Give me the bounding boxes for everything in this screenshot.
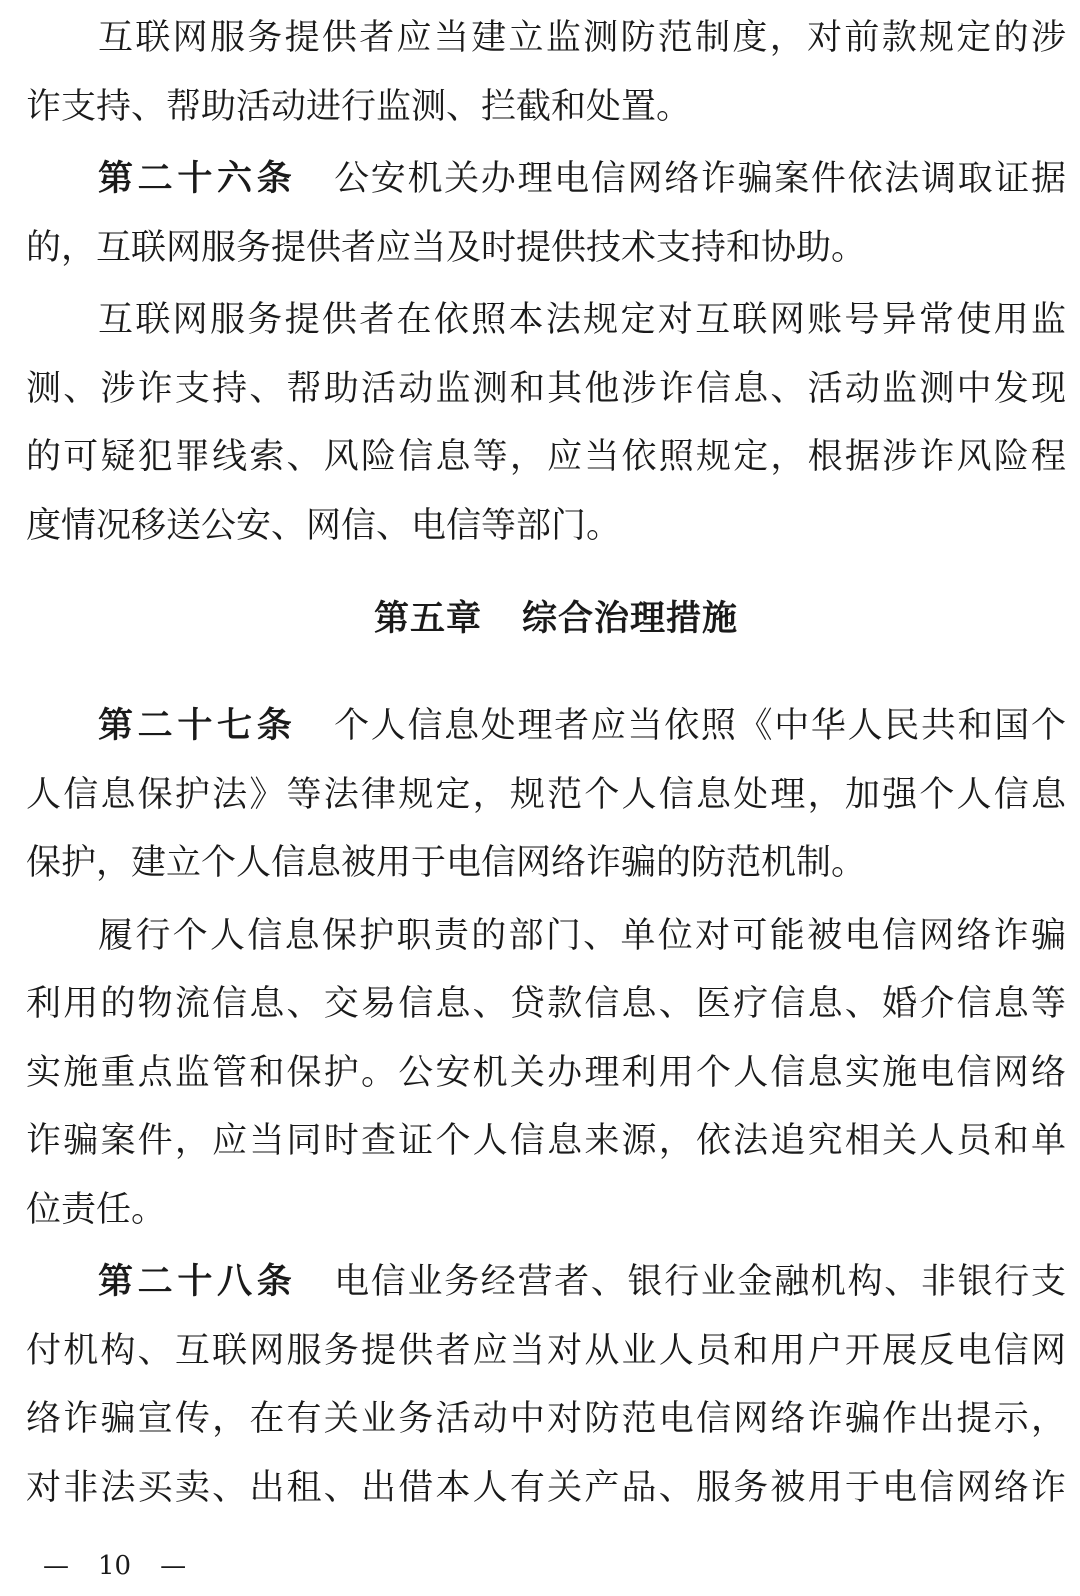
text-span: 公安机关办理电信网络诈骗案件依法调取证据: [332, 159, 1066, 199]
text-line: 测、涉诈支持、帮助活动监测和其他涉诈信息、活动监测中发现: [26, 368, 1066, 409]
article-heading: 第二十七条: [98, 706, 297, 746]
text-line: 位责任。: [26, 1189, 167, 1230]
text-line: 的可疑犯罪线索、风险信息等，应当依照规定，根据涉诈风险程: [26, 437, 1066, 477]
text-line: 络诈骗宣传，在有关业务活动中对防范电信网络诈骗作出提示，: [26, 1399, 1066, 1439]
footer-dash-right: —: [160, 1551, 187, 1581]
text-line: 实施重点监管和保护。公安机关办理利用个人信息实施电信网络: [26, 1052, 1066, 1093]
article-heading: 第二十六条: [98, 159, 297, 199]
text-line: 度情况移送公安、网信、电信等部门。: [26, 505, 622, 546]
text-line: 付机构、互联网服务提供者应当对从业人员和用户开展反电信网: [26, 1330, 1066, 1371]
text-line: 人信息保护法》等法律规定，规范个人信息处理，加强个人信息: [26, 774, 1066, 815]
chapter-heading: [26, 570, 1066, 668]
text-span: 电信业务经营者、银行业金融机构、非银行支: [332, 1262, 1066, 1302]
text-line: 的，互联网服务提供者应当及时提供技术支持和协助。: [26, 227, 867, 268]
text-line: 对非法买卖、出租、出借本人有关产品、服务被用于电信网络诈: [26, 1467, 1066, 1508]
article-line: [26, 1248, 1066, 1317]
text-line: 利用的物流信息、交易信息、贷款信息、医疗信息、婚介信息等: [26, 984, 1066, 1024]
text-line: 诈支持、帮助活动进行监测、拦截和处置。: [26, 86, 692, 127]
article-line: [26, 145, 1066, 214]
article-heading: 第二十八条: [98, 1262, 297, 1302]
text-line: 诈骗案件，应当同时查证个人信息来源，依法追究相关人员和单: [26, 1121, 1066, 1161]
document-page: [26, 4, 1066, 1522]
text-span: 个人信息处理者应当依照《中华人民共和国个: [332, 706, 1066, 746]
page-number-footer: [38, 1549, 191, 1583]
text-line: 互联网服务提供者应当建立监测防范制度，对前款规定的涉: [98, 18, 1066, 58]
text-line: 互联网服务提供者在依照本法规定对互联网账号异常使用监: [98, 300, 1066, 340]
article-line: [26, 692, 1066, 761]
text-line: 履行个人信息保护职责的部门、单位对可能被电信网络诈骗: [98, 915, 1066, 956]
chapter-title: 综合治理措施: [522, 599, 739, 639]
chapter-number: 第五章: [373, 599, 482, 639]
text-line: 保护，建立个人信息被用于电信网络诈骗的防范机制。: [26, 843, 867, 883]
page-number: 10: [98, 1551, 132, 1581]
footer-dash-left: —: [43, 1551, 69, 1581]
